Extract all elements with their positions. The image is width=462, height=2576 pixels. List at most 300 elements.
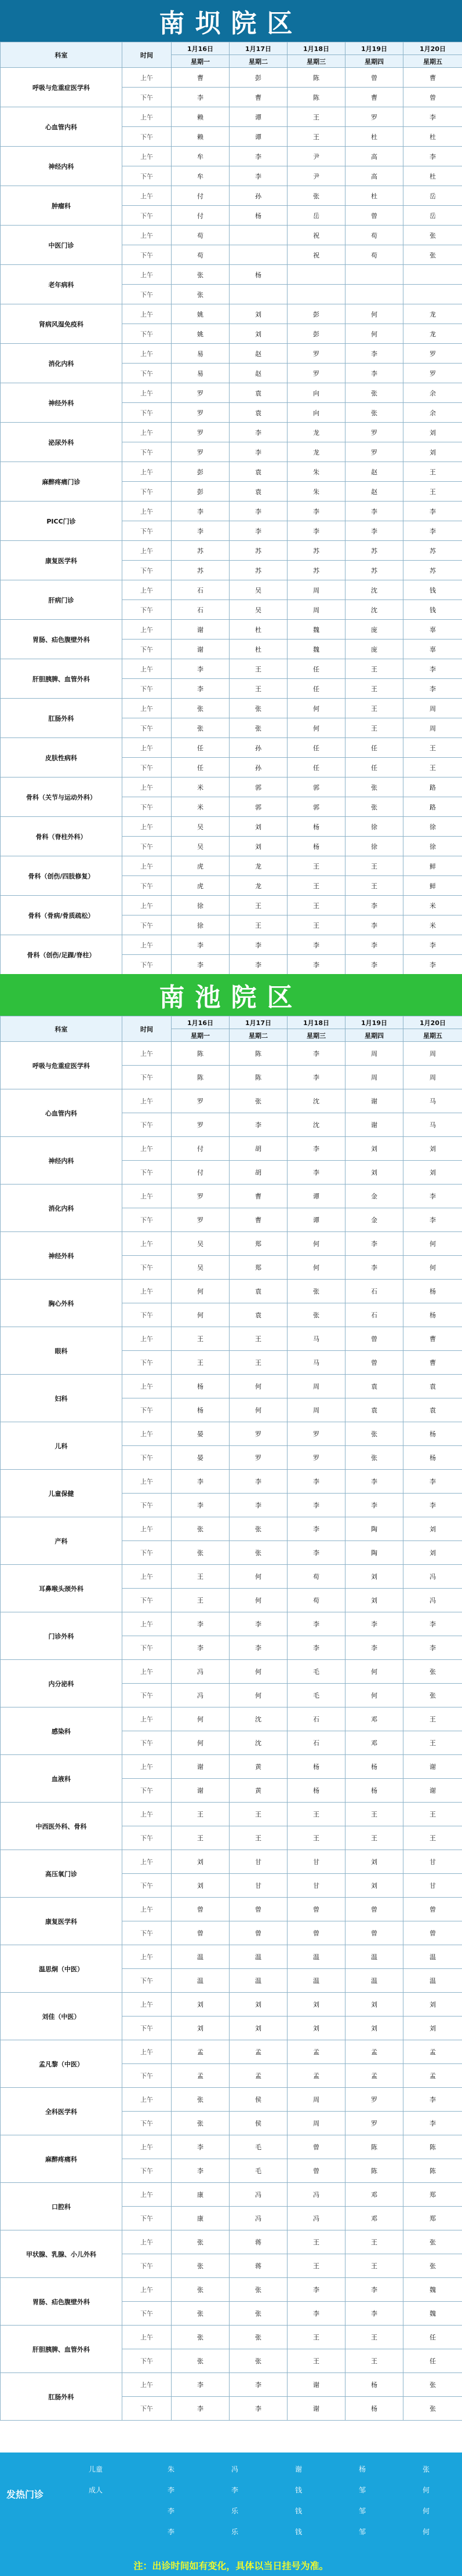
department-name: 胃肠、疝色腹壁外科 bbox=[1, 620, 122, 659]
department-name: 消化内科 bbox=[1, 1185, 122, 1232]
doctor-cell: 魏 bbox=[288, 640, 345, 659]
doctor-cell: 马 bbox=[288, 1351, 345, 1375]
doctor-cell: 李 bbox=[288, 1470, 345, 1494]
doctor-cell: 杜 bbox=[345, 186, 403, 206]
doctor-cell bbox=[345, 265, 403, 285]
doctor-cell: 苟 bbox=[345, 226, 403, 245]
south-schedule-table bbox=[0, 1016, 462, 2421]
doctor-cell: 王 bbox=[345, 699, 403, 718]
doctor-cell: 甘 bbox=[403, 1874, 462, 1898]
doctor-cell: 温 bbox=[403, 1945, 462, 1969]
table-row bbox=[1, 304, 462, 324]
department-name: 泌尿外科 bbox=[1, 423, 122, 462]
doctor-cell: 路 bbox=[403, 797, 462, 817]
doctor-cell: 易 bbox=[172, 364, 230, 383]
doctor-cell: 米 bbox=[172, 797, 230, 817]
department-name: 骨科（骨病/骨质疏松） bbox=[1, 896, 122, 935]
doctor-cell: 罗 bbox=[345, 2088, 403, 2112]
fever-doctor-cell: 钱 bbox=[294, 2527, 302, 2536]
doctor-cell: 陈 bbox=[288, 68, 345, 88]
doctor-cell: 李 bbox=[403, 659, 462, 679]
doctor-cell: 曾 bbox=[172, 1898, 230, 1921]
doctor-cell: 谢 bbox=[403, 1779, 462, 1803]
doctor-cell: 郑 bbox=[403, 2207, 462, 2230]
doctor-cell: 曾 bbox=[345, 68, 403, 88]
doctor-cell: 王 bbox=[403, 1826, 462, 1850]
weekday-header: 星期三 bbox=[288, 1029, 345, 1042]
time-slot: 上午 bbox=[122, 580, 172, 600]
fever-clinic-grid bbox=[52, 2458, 458, 2542]
doctor-cell: 王 bbox=[403, 1731, 462, 1755]
doctor-cell: 何 bbox=[172, 1303, 230, 1327]
doctor-cell: 王 bbox=[230, 1803, 288, 1826]
doctor-cell: 温 bbox=[230, 1945, 288, 1969]
south-campus-title: 南池院区 bbox=[0, 974, 462, 1016]
table-row bbox=[1, 2326, 462, 2349]
doctor-cell: 王 bbox=[345, 2230, 403, 2254]
weekday-header: 星期二 bbox=[230, 55, 288, 68]
doctor-cell: 何 bbox=[288, 718, 345, 738]
doctor-cell bbox=[230, 226, 288, 245]
table-row bbox=[1, 777, 462, 797]
doctor-cell: 何 bbox=[345, 1684, 403, 1707]
doctor-cell: 李 bbox=[288, 521, 345, 541]
doctor-cell: 李 bbox=[288, 1137, 345, 1161]
doctor-cell: 孟 bbox=[172, 2040, 230, 2064]
doctor-cell: 李 bbox=[403, 1636, 462, 1660]
doctor-cell: 王 bbox=[230, 896, 288, 915]
doctor-cell: 杨 bbox=[288, 817, 345, 837]
doctor-cell: 龙 bbox=[403, 324, 462, 344]
north-table-body bbox=[1, 68, 462, 975]
doctor-cell: 李 bbox=[345, 1232, 403, 1256]
doctor-cell: 曹 bbox=[230, 1208, 288, 1232]
doctor-cell: 孟 bbox=[345, 2040, 403, 2064]
department-name: 骨科（创伤/四肢修复） bbox=[1, 856, 122, 896]
doctor-cell: 杜 bbox=[230, 640, 288, 659]
fever-row-label: 儿童 bbox=[88, 2465, 103, 2473]
doctor-cell: 张 bbox=[172, 2230, 230, 2254]
doctor-cell: 张 bbox=[403, 2397, 462, 2421]
doctor-cell: 刘 bbox=[230, 2017, 288, 2040]
doctor-cell: 苏 bbox=[403, 541, 462, 561]
doctor-cell: 王 bbox=[172, 1565, 230, 1589]
doctor-cell: 王 bbox=[403, 758, 462, 777]
fever-doctor-cell: 钱 bbox=[294, 2506, 302, 2515]
doctor-cell: 张 bbox=[345, 403, 403, 423]
doctor-cell: 陶 bbox=[345, 1517, 403, 1541]
doctor-cell: 罗 bbox=[345, 442, 403, 462]
doctor-cell: 牟 bbox=[172, 166, 230, 186]
doctor-cell: 刘 bbox=[230, 304, 288, 324]
footer-note: 注：出诊时间如有变化，具体以当日挂号为准。 bbox=[0, 2554, 462, 2576]
fever-doctor-cell: 张 bbox=[422, 2465, 430, 2473]
doctor-cell: 彭 bbox=[172, 482, 230, 502]
doctor-cell: 沈 bbox=[345, 580, 403, 600]
fever-doctor-cell: 杨 bbox=[358, 2465, 366, 2473]
doctor-cell: 任 bbox=[172, 758, 230, 777]
doctor-cell: 黄 bbox=[230, 1755, 288, 1779]
doctor-cell: 谢 bbox=[345, 1113, 403, 1137]
time-slot: 上午 bbox=[122, 2040, 172, 2064]
doctor-cell: 郭 bbox=[230, 797, 288, 817]
doctor-cell: 张 bbox=[403, 1660, 462, 1684]
time-slot: 上午 bbox=[122, 1280, 172, 1303]
doctor-cell: 胡 bbox=[230, 1137, 288, 1161]
doctor-cell: 张 bbox=[172, 699, 230, 718]
doctor-cell: 李 bbox=[403, 1208, 462, 1232]
department-name: 全科医学科 bbox=[1, 2088, 122, 2135]
doctor-cell: 袁 bbox=[230, 1280, 288, 1303]
time-slot: 上午 bbox=[122, 344, 172, 364]
doctor-cell: 罗 bbox=[172, 383, 230, 403]
doctor-cell: 王 bbox=[172, 1351, 230, 1375]
time-slot: 下午 bbox=[122, 2112, 172, 2135]
doctor-cell: 张 bbox=[345, 1422, 403, 1446]
doctor-cell: 龙 bbox=[230, 856, 288, 876]
time-slot: 下午 bbox=[122, 1446, 172, 1470]
time-slot: 上午 bbox=[122, 896, 172, 915]
doctor-cell: 曾 bbox=[403, 1921, 462, 1945]
table-row bbox=[1, 1660, 462, 1684]
doctor-cell: 邓 bbox=[345, 2207, 403, 2230]
doctor-cell: 曾 bbox=[288, 1898, 345, 1921]
doctor-cell: 王 bbox=[230, 659, 288, 679]
doctor-cell: 李 bbox=[345, 915, 403, 935]
doctor-cell: 庞 bbox=[345, 620, 403, 640]
doctor-cell: 杨 bbox=[403, 1303, 462, 1327]
time-slot: 上午 bbox=[122, 1803, 172, 1826]
doctor-cell: 彭 bbox=[288, 304, 345, 324]
doctor-cell: 杜 bbox=[403, 166, 462, 186]
fever-doctor-cell: 何 bbox=[422, 2506, 430, 2515]
doctor-cell: 曾 bbox=[403, 88, 462, 107]
doctor-cell: 谢 bbox=[288, 2397, 345, 2421]
doctor-cell: 赵 bbox=[345, 462, 403, 482]
doctor-cell: 甘 bbox=[288, 1874, 345, 1898]
doctor-cell: 苏 bbox=[288, 561, 345, 580]
doctor-cell: 周 bbox=[345, 1042, 403, 1066]
department-name: 麻醉疼痛门诊 bbox=[1, 462, 122, 502]
doctor-cell: 金 bbox=[345, 1208, 403, 1232]
department-name: 肛肠外科 bbox=[1, 699, 122, 738]
doctor-cell: 杨 bbox=[172, 1398, 230, 1422]
time-slot: 下午 bbox=[122, 2207, 172, 2230]
north-header-row bbox=[1, 42, 462, 55]
doctor-cell: 张 bbox=[230, 2349, 288, 2373]
doctor-cell: 曾 bbox=[288, 2135, 345, 2159]
table-row bbox=[1, 856, 462, 876]
fever-doctor-cell: 李 bbox=[231, 2486, 238, 2494]
table-row bbox=[1, 383, 462, 403]
doctor-cell: 彭 bbox=[230, 68, 288, 88]
department-name: 肿瘤科 bbox=[1, 186, 122, 226]
doctor-cell: 李 bbox=[403, 1612, 462, 1636]
doctor-cell: 曹 bbox=[403, 68, 462, 88]
doctor-cell: 王 bbox=[403, 482, 462, 502]
time-slot: 下午 bbox=[122, 2397, 172, 2421]
doctor-cell: 胡 bbox=[230, 1161, 288, 1185]
doctor-cell: 李 bbox=[230, 1470, 288, 1494]
doctor-cell: 周 bbox=[288, 1398, 345, 1422]
department-name: 产科 bbox=[1, 1517, 122, 1565]
doctor-cell: 张 bbox=[230, 718, 288, 738]
doctor-cell: 谢 bbox=[172, 1755, 230, 1779]
doctor-cell: 袁 bbox=[230, 462, 288, 482]
department-name: 胸心外科 bbox=[1, 1280, 122, 1327]
doctor-cell: 高 bbox=[345, 166, 403, 186]
doctor-cell: 付 bbox=[172, 1161, 230, 1185]
doctor-cell: 王 bbox=[288, 896, 345, 915]
weekday-header: 星期五 bbox=[403, 1029, 462, 1042]
doctor-cell: 李 bbox=[345, 364, 403, 383]
doctor-cell: 刘 bbox=[345, 1874, 403, 1898]
time-slot: 下午 bbox=[122, 561, 172, 580]
doctor-cell: 李 bbox=[403, 679, 462, 699]
table-row bbox=[1, 1185, 462, 1208]
doctor-cell: 任 bbox=[403, 2349, 462, 2373]
doctor-cell: 罗 bbox=[172, 1185, 230, 1208]
doctor-cell: 赵 bbox=[345, 482, 403, 502]
doctor-cell: 苏 bbox=[230, 541, 288, 561]
time-slot: 上午 bbox=[122, 699, 172, 718]
time-slot: 上午 bbox=[122, 1993, 172, 2017]
doctor-cell: 王 bbox=[288, 107, 345, 127]
doctor-cell: 袁 bbox=[403, 1375, 462, 1398]
table-row bbox=[1, 344, 462, 364]
doctor-cell: 谭 bbox=[230, 127, 288, 147]
doctor-cell: 沈 bbox=[288, 1089, 345, 1113]
doctor-cell: 罗 bbox=[172, 423, 230, 442]
time-slot: 上午 bbox=[122, 1327, 172, 1351]
doctor-cell: 曾 bbox=[230, 1898, 288, 1921]
doctor-cell bbox=[345, 285, 403, 304]
department-name: 妇科 bbox=[1, 1375, 122, 1422]
fever-doctor-cell: 李 bbox=[167, 2506, 174, 2515]
doctor-cell: 罗 bbox=[288, 344, 345, 364]
department-name: 中医门诊 bbox=[1, 226, 122, 265]
doctor-cell: 李 bbox=[403, 955, 462, 975]
doctor-cell: 冯 bbox=[288, 2207, 345, 2230]
doctor-cell: 李 bbox=[230, 423, 288, 442]
doctor-cell: 曹 bbox=[230, 88, 288, 107]
doctor-cell: 王 bbox=[403, 738, 462, 758]
doctor-cell: 张 bbox=[230, 1541, 288, 1565]
doctor-cell: 李 bbox=[172, 1470, 230, 1494]
doctor-cell: 毛 bbox=[230, 2159, 288, 2183]
doctor-cell: 曹 bbox=[230, 1185, 288, 1208]
doctor-cell: 王 bbox=[345, 2326, 403, 2349]
doctor-cell: 张 bbox=[172, 265, 230, 285]
doctor-cell: 李 bbox=[288, 935, 345, 955]
doctor-cell: 王 bbox=[230, 679, 288, 699]
doctor-cell: 曾 bbox=[345, 1898, 403, 1921]
doctor-cell: 蒋 bbox=[230, 2230, 288, 2254]
doctor-cell: 余 bbox=[403, 383, 462, 403]
time-slot: 下午 bbox=[122, 285, 172, 304]
doctor-cell: 王 bbox=[403, 462, 462, 482]
doctor-cell: 曾 bbox=[345, 206, 403, 226]
time-slot: 下午 bbox=[122, 1398, 172, 1422]
table-row bbox=[1, 699, 462, 718]
doctor-cell: 温 bbox=[288, 1945, 345, 1969]
doctor-cell: 刘 bbox=[403, 1993, 462, 2017]
doctor-cell: 姚 bbox=[172, 304, 230, 324]
weekday-header: 星期四 bbox=[345, 55, 403, 68]
doctor-cell: 毛 bbox=[288, 1684, 345, 1707]
doctor-cell: 李 bbox=[345, 1256, 403, 1280]
doctor-cell: 马 bbox=[288, 1327, 345, 1351]
doctor-cell: 谢 bbox=[172, 640, 230, 659]
time-slot: 下午 bbox=[122, 679, 172, 699]
doctor-cell: 曾 bbox=[288, 2159, 345, 2183]
fever-doctor-cell: 李 bbox=[167, 2486, 174, 2494]
doctor-cell: 黄 bbox=[230, 1779, 288, 1803]
doctor-cell: 苏 bbox=[288, 541, 345, 561]
doctor-cell: 甘 bbox=[403, 1850, 462, 1874]
table-row bbox=[1, 68, 462, 88]
doctor-cell: 谭 bbox=[288, 1208, 345, 1232]
time-slot: 上午 bbox=[122, 304, 172, 324]
doctor-cell: 李 bbox=[230, 2373, 288, 2397]
doctor-cell: 罗 bbox=[403, 344, 462, 364]
department-name: 甲状腺、乳腺、小儿外科 bbox=[1, 2230, 122, 2278]
weekday-header: 星期三 bbox=[288, 55, 345, 68]
doctor-cell: 沈 bbox=[230, 1707, 288, 1731]
doctor-cell: 陈 bbox=[230, 1042, 288, 1066]
table-row bbox=[1, 1232, 462, 1256]
doctor-cell: 路 bbox=[403, 777, 462, 797]
date-header: 1月17日 bbox=[230, 1016, 288, 1029]
time-slot: 下午 bbox=[122, 1113, 172, 1137]
doctor-cell: 岳 bbox=[403, 206, 462, 226]
table-row bbox=[1, 1375, 462, 1398]
table-row bbox=[1, 1565, 462, 1589]
time-slot: 上午 bbox=[122, 2278, 172, 2302]
doctor-cell: 牟 bbox=[172, 147, 230, 166]
doctor-cell: 周 bbox=[403, 699, 462, 718]
doctor-cell: 王 bbox=[288, 2349, 345, 2373]
doctor-cell: 沈 bbox=[288, 1113, 345, 1137]
doctor-cell: 冯 bbox=[230, 2207, 288, 2230]
time-header: 时间 bbox=[122, 1016, 172, 1042]
time-slot: 下午 bbox=[122, 2064, 172, 2088]
doctor-cell: 李 bbox=[288, 1517, 345, 1541]
doctor-cell: 陶 bbox=[345, 1541, 403, 1565]
time-slot: 下午 bbox=[122, 1826, 172, 1850]
date-header: 1月16日 bbox=[172, 1016, 230, 1029]
time-slot: 上午 bbox=[122, 2326, 172, 2349]
doctor-cell: 曾 bbox=[345, 1921, 403, 1945]
doctor-cell: 罗 bbox=[288, 1446, 345, 1470]
doctor-cell: 杨 bbox=[288, 837, 345, 856]
department-name: 高压氧门诊 bbox=[1, 1850, 122, 1898]
doctor-cell: 姚 bbox=[172, 324, 230, 344]
time-slot: 下午 bbox=[122, 403, 172, 423]
doctor-cell: 李 bbox=[403, 935, 462, 955]
doctor-cell: 陈 bbox=[172, 1042, 230, 1066]
department-name: 肛肠外科 bbox=[1, 2373, 122, 2421]
doctor-cell: 苏 bbox=[172, 561, 230, 580]
doctor-cell: 赵 bbox=[230, 364, 288, 383]
time-slot: 上午 bbox=[122, 1375, 172, 1398]
fever-doctor-cell: 钱 bbox=[294, 2486, 302, 2494]
doctor-cell: 张 bbox=[288, 1280, 345, 1303]
weekday-header: 星期五 bbox=[403, 55, 462, 68]
time-slot: 下午 bbox=[122, 88, 172, 107]
doctor-cell: 曹 bbox=[403, 1351, 462, 1375]
doctor-cell: 辜 bbox=[403, 640, 462, 659]
doctor-cell: 王 bbox=[345, 2349, 403, 2373]
table-row bbox=[1, 1280, 462, 1303]
doctor-cell: 苏 bbox=[230, 561, 288, 580]
doctor-cell: 苟 bbox=[345, 245, 403, 265]
time-slot: 上午 bbox=[122, 1089, 172, 1113]
time-slot: 上午 bbox=[122, 147, 172, 166]
doctor-cell: 郭 bbox=[230, 777, 288, 797]
time-slot: 上午 bbox=[122, 777, 172, 797]
doctor-cell: 李 bbox=[403, 1185, 462, 1208]
doctor-cell: 刘 bbox=[345, 1137, 403, 1161]
fever-row bbox=[52, 2500, 458, 2521]
doctor-cell: 刘 bbox=[403, 2017, 462, 2040]
department-name: 孟凡黎（中医） bbox=[1, 2040, 122, 2088]
doctor-cell: 彭 bbox=[288, 324, 345, 344]
time-slot: 上午 bbox=[122, 226, 172, 245]
doctor-cell: 张 bbox=[172, 1541, 230, 1565]
department-name: 肝胆胰脾、血管外科 bbox=[1, 659, 122, 699]
doctor-cell: 毛 bbox=[230, 2135, 288, 2159]
doctor-cell: 谢 bbox=[172, 620, 230, 640]
doctor-cell: 罗 bbox=[172, 1113, 230, 1137]
date-header: 1月17日 bbox=[230, 42, 288, 55]
doctor-cell: 王 bbox=[345, 1803, 403, 1826]
time-slot: 上午 bbox=[122, 856, 172, 876]
doctor-cell: 谭 bbox=[288, 1185, 345, 1208]
doctor-cell: 任 bbox=[403, 2326, 462, 2349]
doctor-cell: 李 bbox=[288, 1066, 345, 1089]
doctor-cell: 刘 bbox=[403, 1137, 462, 1161]
time-slot: 下午 bbox=[122, 2159, 172, 2183]
table-row bbox=[1, 1422, 462, 1446]
fever-doctor-cell: 何 bbox=[422, 2486, 430, 2494]
doctor-cell: 朱 bbox=[288, 482, 345, 502]
time-slot: 下午 bbox=[122, 1303, 172, 1327]
doctor-cell: 杨 bbox=[230, 265, 288, 285]
doctor-cell: 周 bbox=[288, 1375, 345, 1398]
doctor-cell: 岳 bbox=[288, 206, 345, 226]
doctor-cell: 吴 bbox=[172, 1232, 230, 1256]
doctor-cell: 邓 bbox=[345, 1707, 403, 1731]
table-row bbox=[1, 1612, 462, 1636]
doctor-cell: 冯 bbox=[172, 1660, 230, 1684]
doctor-cell: 李 bbox=[288, 1541, 345, 1565]
doctor-cell: 王 bbox=[288, 1826, 345, 1850]
fever-doctor-cell: 邹 bbox=[358, 2527, 366, 2536]
department-name: 肝病门诊 bbox=[1, 580, 122, 620]
doctor-cell: 张 bbox=[230, 699, 288, 718]
doctor-cell: 李 bbox=[288, 2278, 345, 2302]
doctor-cell: 王 bbox=[288, 127, 345, 147]
doctor-cell: 孟 bbox=[230, 2064, 288, 2088]
doctor-cell: 张 bbox=[172, 718, 230, 738]
doctor-cell: 杨 bbox=[403, 1280, 462, 1303]
table-row bbox=[1, 1327, 462, 1351]
doctor-cell: 张 bbox=[230, 1517, 288, 1541]
doctor-cell: 马 bbox=[403, 1089, 462, 1113]
weekday-header: 星期四 bbox=[345, 1029, 403, 1042]
date-header: 1月18日 bbox=[288, 1016, 345, 1029]
